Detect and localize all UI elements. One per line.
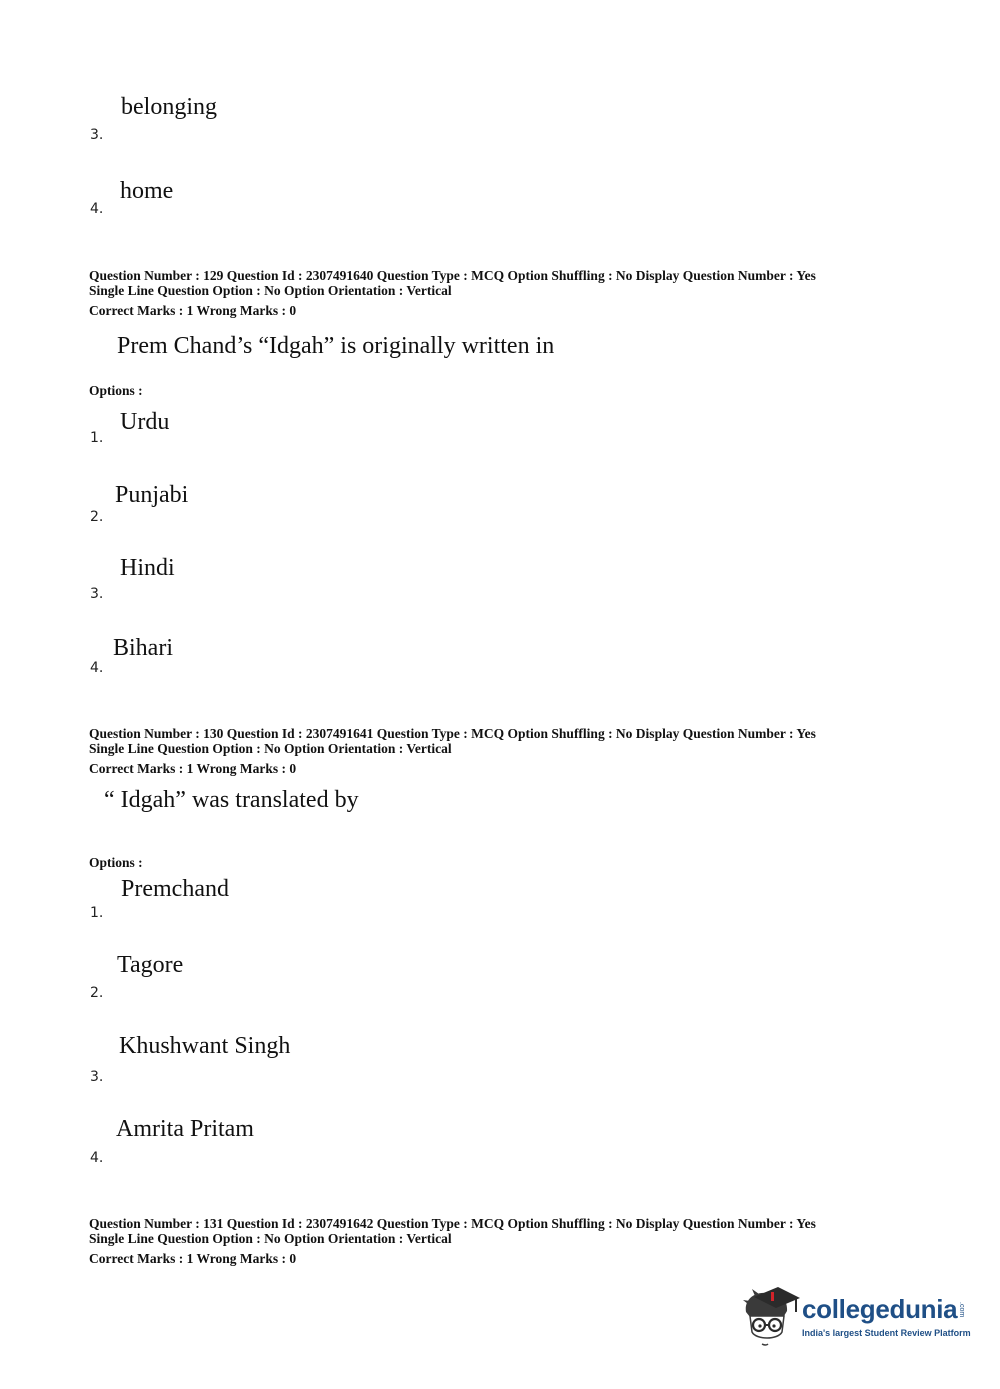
option-text: Bihari xyxy=(113,635,173,661)
option-text: Punjabi xyxy=(115,482,189,508)
option-text: belonging xyxy=(121,94,217,120)
option-number: 4. xyxy=(90,1150,104,1166)
logo-domain-suffix: .com xyxy=(958,1302,965,1318)
logo-wordmark: collegedunia xyxy=(802,1294,958,1324)
option-number: 2. xyxy=(90,985,104,1001)
question-meta-line2: Single Line Question Option : No Option Orientation : Vertical xyxy=(89,283,452,298)
option-number: 3. xyxy=(90,586,104,602)
options-label: Options : xyxy=(89,855,143,870)
question-text: Prem Chand’s “Idgah” is originally written in xyxy=(117,333,555,359)
question-meta-line1: Question Number : 131 Question Id : 2307491642 Question Type : MCQ Option Shuffling : No Display Question Number : Yes xyxy=(89,1216,816,1231)
option-text: Tagore xyxy=(117,952,184,978)
option-text: Khushwant Singh xyxy=(119,1033,291,1059)
question-marks: Correct Marks : 1 Wrong Marks : 0 xyxy=(89,1251,297,1266)
option-number: 3. xyxy=(90,1069,104,1085)
option-number: 1. xyxy=(90,430,104,446)
option-text: Urdu xyxy=(120,409,170,435)
question-marks: Correct Marks : 1 Wrong Marks : 0 xyxy=(89,303,297,318)
option-number: 4. xyxy=(90,201,104,217)
option-text: Amrita Pritam xyxy=(116,1116,254,1142)
option-number: 1. xyxy=(90,905,104,921)
logo-tagline: India's largest Student Review Platform xyxy=(802,1328,971,1338)
question-text: “ Idgah” was translated by xyxy=(104,787,359,813)
option-number: 3. xyxy=(90,127,104,143)
question-meta-line2: Single Line Question Option : No Option Orientation : Vertical xyxy=(89,1231,452,1246)
question-meta-line2: Single Line Question Option : No Option Orientation : Vertical xyxy=(89,741,452,756)
option-number: 4. xyxy=(90,660,104,676)
question-meta-line1: Question Number : 130 Question Id : 2307491641 Question Type : MCQ Option Shuffling : No Display Question Number : Yes xyxy=(89,726,816,741)
collegedunia-logo xyxy=(740,1282,970,1352)
mascot-graduation-cap-icon xyxy=(740,1282,802,1348)
option-text: Hindi xyxy=(120,555,175,581)
option-text: Premchand xyxy=(121,876,229,902)
option-text: home xyxy=(120,178,174,204)
question-meta-line1: Question Number : 129 Question Id : 2307491640 Question Type : MCQ Option Shuffling : No Display Question Number : Yes xyxy=(89,268,816,283)
question-marks: Correct Marks : 1 Wrong Marks : 0 xyxy=(89,761,297,776)
option-number: 2. xyxy=(90,509,104,525)
options-label: Options : xyxy=(89,383,143,398)
